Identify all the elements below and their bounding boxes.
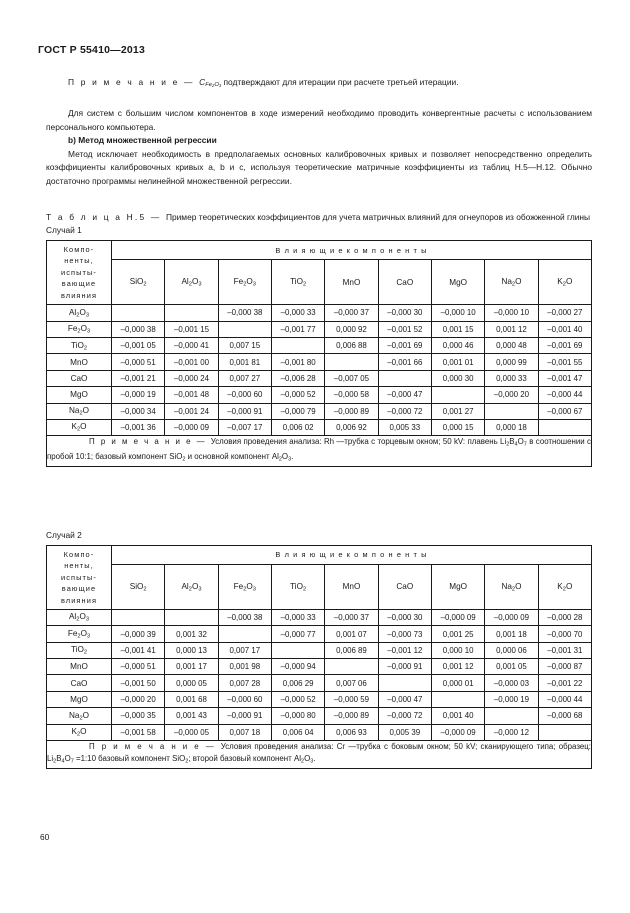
cell	[431, 691, 484, 707]
note-word-label: П р и м е ч а н и е —	[89, 437, 211, 447]
row-header-mno: MnO	[47, 354, 112, 370]
row-header-mgo: MgO	[47, 691, 112, 707]
cell	[538, 419, 591, 435]
cell: –0,000 10	[431, 305, 484, 321]
cell: –0,001 55	[538, 354, 591, 370]
column-header-tio2: TiO$_2$	[271, 564, 324, 609]
cell: 0,001 05	[485, 659, 538, 675]
cell: 0,001 17	[165, 659, 218, 675]
spacer	[46, 93, 592, 107]
cell: 0,000 99	[485, 354, 538, 370]
cell: –0,000 47	[378, 691, 431, 707]
cell: –0,000 19	[112, 387, 165, 403]
cell: 0,000 13	[165, 642, 218, 658]
page-content	[46, 76, 592, 769]
table-row	[47, 387, 592, 403]
cell	[325, 354, 378, 370]
cell: –0,000 33	[271, 609, 324, 625]
subheading-multiple-regression	[46, 134, 592, 148]
cell: –0,000 89	[325, 403, 378, 419]
cell: –0,001 80	[271, 354, 324, 370]
cell: 0,001 40	[431, 708, 484, 724]
cell: –0,000 33	[271, 305, 324, 321]
cell: –0,000 51	[112, 354, 165, 370]
table-row	[47, 626, 592, 642]
cell: 0,000 18	[485, 419, 538, 435]
standard-code-header: ГОСТ Р 55410—2013	[38, 44, 146, 56]
column-header-na2o: $Na_2O$	[485, 260, 538, 305]
table-row	[47, 354, 592, 370]
cell: 0,006 29	[271, 675, 324, 691]
cell: 0,006 88	[325, 338, 378, 354]
cell: 0,001 32	[165, 626, 218, 642]
corner-line-1: ненты,	[64, 256, 94, 266]
column-header-al2o3: $Al_2O_3$	[165, 564, 218, 609]
cell: –0,000 19	[485, 691, 538, 707]
note-text: подтверждают для итерации при расчете третьей итерации.	[221, 77, 459, 87]
row-header-cao: CaO	[47, 675, 112, 691]
cell: –0,001 52	[378, 321, 431, 337]
cell: –0,000 09	[485, 609, 538, 625]
span-header-influencing-components: В л и я ю щ и е к о м п о н е н т ы	[112, 241, 592, 260]
corner-line-4: влияния	[60, 595, 98, 605]
cell: –0,001 15	[165, 321, 218, 337]
row-header-al2o3: $Al_2O_3$	[47, 305, 112, 321]
cell: –0,000 30	[378, 609, 431, 625]
cell: –0,000 30	[378, 305, 431, 321]
cell: –0,000 68	[538, 708, 591, 724]
cell: 0,006 89	[325, 642, 378, 658]
corner-line-3: вающие	[61, 279, 97, 289]
cell	[271, 338, 324, 354]
page-number: 60	[40, 832, 50, 842]
row-header-mgo: MgO	[47, 387, 112, 403]
spacer	[46, 189, 592, 211]
table-header-row-columns	[47, 260, 592, 305]
cell: –0,000 89	[325, 708, 378, 724]
cell: –0,000 38	[112, 321, 165, 337]
cell: –0,001 12	[378, 642, 431, 658]
cell: –0,000 12	[485, 724, 538, 740]
cell: 0,000 15	[431, 419, 484, 435]
cell	[271, 642, 324, 658]
column-header-fe2o3: $Fe_2O_3$	[218, 564, 271, 609]
cell: –0,000 77	[271, 626, 324, 642]
cell: 0,001 27	[431, 403, 484, 419]
cell: –0,001 69	[538, 338, 591, 354]
cell: 0,000 92	[325, 321, 378, 337]
case-label-2: Случай 2	[46, 529, 82, 540]
cell: 0,007 17	[218, 642, 271, 658]
cell: 0,000 48	[485, 338, 538, 354]
cell: 0,005 33	[378, 419, 431, 435]
cell: –0,000 47	[378, 387, 431, 403]
table-row	[47, 370, 592, 386]
row-header-tio2: TiO$_2$	[47, 338, 112, 354]
column-header-mno: MnO	[325, 564, 378, 609]
cell: –0,000 79	[271, 403, 324, 419]
column-header-fe2o3: $Fe_2O_3$	[218, 260, 271, 305]
cell: –0,000 37	[325, 305, 378, 321]
cell	[378, 675, 431, 691]
cell: –0,000 28	[538, 609, 591, 625]
corner-line-4: влияния	[60, 290, 98, 300]
cell: –0,000 44	[538, 691, 591, 707]
cell: 0,001 43	[165, 708, 218, 724]
cell: –0,000 72	[378, 403, 431, 419]
corner-line-2: испыты-	[61, 572, 97, 582]
corner-line-0: Компо-	[63, 549, 95, 559]
cell: –0,000 59	[325, 691, 378, 707]
corner-line-1: ненты,	[64, 561, 94, 571]
row-header-tio2: TiO$_2$	[47, 642, 112, 658]
cell: 0,000 05	[165, 675, 218, 691]
cell	[218, 321, 271, 337]
cell: –0,001 22	[538, 675, 591, 691]
corner-header-cell	[47, 545, 112, 609]
cell: 0,007 27	[218, 370, 271, 386]
cell: 0,001 01	[431, 354, 484, 370]
table-header-row-top	[47, 545, 592, 564]
cell: 0,001 98	[218, 659, 271, 675]
cell: 0,006 93	[325, 724, 378, 740]
table-note-cell-1	[47, 436, 592, 467]
cell: –0,001 50	[112, 675, 165, 691]
cell: 0,001 81	[218, 354, 271, 370]
row-header-fe2o3: $Fe_2O_3$	[47, 321, 112, 337]
cell: –0,000 91	[218, 708, 271, 724]
cell: –0,001 00	[165, 354, 218, 370]
column-header-mgo: MgO	[431, 260, 484, 305]
table-header-row-top	[47, 241, 592, 260]
table-caption-h5	[46, 211, 592, 225]
cell: 0,006 02	[271, 419, 324, 435]
symbol-c-subscript: Fe2O3	[205, 82, 222, 89]
cell: –0,001 77	[271, 321, 324, 337]
column-header-na2o: $Na_2O$	[485, 564, 538, 609]
cell: –0,000 09	[431, 724, 484, 740]
cell: –0,000 37	[325, 609, 378, 625]
paragraph-convergent-calc: Для систем с большим числом компонентов в ходе измерений необходимо проводить конвергентные расчеты с использованием персонального компьютера.	[46, 108, 592, 132]
cell	[538, 724, 591, 740]
cell: 0,001 68	[165, 691, 218, 707]
table-caption-label: Т а б л и ц а Н.5 —	[46, 211, 166, 222]
matrix-table-case-2	[46, 545, 592, 769]
cell: –0,000 20	[112, 691, 165, 707]
table-row	[47, 724, 592, 740]
row-header-na2o: $Na_2O$	[47, 708, 112, 724]
cell: –0,000 38	[218, 609, 271, 625]
table-note-cell-2	[47, 741, 592, 769]
cell: 0,001 18	[485, 626, 538, 642]
cell: 0,001 07	[325, 626, 378, 642]
cell: –0,000 80	[271, 708, 324, 724]
cell: 0,007 06	[325, 675, 378, 691]
cell: –0,000 27	[538, 305, 591, 321]
cell: –0,001 36	[112, 419, 165, 435]
cell: –0,007 17	[218, 419, 271, 435]
column-header-mgo: MgO	[431, 564, 484, 609]
cell: 0,001 12	[485, 321, 538, 337]
table-row	[47, 708, 592, 724]
note-paragraph-c-fe2o3	[46, 76, 592, 93]
cell	[431, 387, 484, 403]
subheading-text: b) Метод множественной регрессии	[68, 135, 217, 146]
matrix-table-case-1	[46, 240, 592, 467]
cell: –0,006 28	[271, 370, 324, 386]
note-label: П р и м е ч а н и е —	[68, 77, 200, 87]
cell: –0,001 69	[378, 338, 431, 354]
table-caption-text: Пример теоретических коэффициентов для учета матричных влияний для огнеупоров из обожженной глины	[165, 211, 591, 222]
case-label-1: Случай 1	[46, 225, 82, 236]
cell: 0,000 33	[485, 370, 538, 386]
cell: –0,000 70	[538, 626, 591, 642]
cell	[165, 305, 218, 321]
cell: –0,001 48	[165, 387, 218, 403]
cell: –0,001 66	[378, 354, 431, 370]
column-header-cao: CaO	[378, 564, 431, 609]
cell: –0,000 60	[218, 387, 271, 403]
cell: 0,007 18	[218, 724, 271, 740]
cell: 0,005 39	[378, 724, 431, 740]
cell: 0,000 46	[431, 338, 484, 354]
cell: –0,000 67	[538, 403, 591, 419]
cell: –0,000 09	[431, 609, 484, 625]
row-header-mno: MnO	[47, 659, 112, 675]
cell: –0,000 34	[112, 403, 165, 419]
cell: 0,001 12	[431, 659, 484, 675]
cell: –0,001 40	[538, 321, 591, 337]
table-row	[47, 642, 592, 658]
table-row	[47, 419, 592, 435]
table-row	[47, 609, 592, 625]
row-header-cao: CaO	[47, 370, 112, 386]
cell: 0,001 15	[431, 321, 484, 337]
cell: 0,007 15	[218, 338, 271, 354]
table-header-row-columns	[47, 564, 592, 609]
column-header-sio2: SiO$_2$	[112, 564, 165, 609]
cell: –0,007 05	[325, 370, 378, 386]
cell: –0,000 24	[165, 370, 218, 386]
column-header-cao: CaO	[378, 260, 431, 305]
table-row	[47, 659, 592, 675]
cell: –0,001 47	[538, 370, 591, 386]
cell: –0,000 72	[378, 708, 431, 724]
cell: –0,001 21	[112, 370, 165, 386]
row-header-al2o3: $Al_2O_3$	[47, 609, 112, 625]
cell: –0,000 39	[112, 626, 165, 642]
cell: –0,000 58	[325, 387, 378, 403]
note-body: Условия проведения анализа: Rh —трубка с торцевым окном; 50 kV: плавень $Li_2B_4O_7$ в соотношении с пробой 10:1; базовый компонент SiO$_2$ и основной компонент $Al_2O_3$.	[47, 437, 591, 463]
cell	[378, 370, 431, 386]
cell: –0,000 52	[271, 387, 324, 403]
cell: –0,001 24	[165, 403, 218, 419]
cell: –0,000 52	[271, 691, 324, 707]
table-row	[47, 338, 592, 354]
cell: –0,000 87	[538, 659, 591, 675]
cell: –0,001 58	[112, 724, 165, 740]
column-header-al2o3: $Al_2O_3$	[165, 260, 218, 305]
cell: 0,006 92	[325, 419, 378, 435]
row-header-k2o: $K_2O$	[47, 419, 112, 435]
cell: –0,000 03	[485, 675, 538, 691]
spacer	[46, 467, 592, 529]
cell: –0,000 60	[218, 691, 271, 707]
span-header-influencing-components: В л и я ю щ и е к о м п о н е н т ы	[112, 545, 592, 564]
cell: –0,000 94	[271, 659, 324, 675]
cell	[485, 403, 538, 419]
cell: –0,000 35	[112, 708, 165, 724]
cell: 0,006 04	[271, 724, 324, 740]
note-prefix	[47, 742, 221, 751]
cell: 0,000 30	[431, 370, 484, 386]
row-header-k2o: $K_2O$	[47, 724, 112, 740]
symbol-c: C	[199, 77, 206, 87]
cell: –0,000 09	[165, 419, 218, 435]
cell: –0,001 05	[112, 338, 165, 354]
cell: 0,007 28	[218, 675, 271, 691]
cell	[165, 609, 218, 625]
cell	[325, 659, 378, 675]
cell: 0,001 25	[431, 626, 484, 642]
table-row	[47, 321, 592, 337]
cell: –0,000 38	[218, 305, 271, 321]
column-header-sio2: SiO$_2$	[112, 260, 165, 305]
corner-line-3: вающие	[61, 584, 97, 594]
corner-line-2: испыты-	[61, 267, 97, 277]
table-row	[47, 675, 592, 691]
cell: –0,000 05	[165, 724, 218, 740]
corner-header-cell	[47, 241, 112, 305]
note-body: Условия проведения анализа: Cr —трубка с боковым окном; 50 kV; сканирующего типа; образец: $Li_2B_4O_7$ =1:10 базовый компонент SiO$_2$; второй базовый компонент $Al_2O_3$.	[47, 742, 591, 765]
cell: 0,000 06	[485, 642, 538, 658]
cell: 0,000 01	[431, 675, 484, 691]
cell: –0,000 51	[112, 659, 165, 675]
row-header-na2o: $Na_2O$	[47, 403, 112, 419]
table-note-row	[47, 436, 592, 467]
note-word-label: П р и м е ч а н и е —	[89, 742, 221, 752]
paragraph-method-description: Метод исключает необходимость в предполагаемых основных калибровочных кривых и позволяет непосредственно определить коэффициенты калибровочных кривых a, b и c, используя теоретические матричные коэффициенты из таблиц Н.5—Н.12. Обычно достаточно программы нелинейной множественной регрессии.	[46, 148, 592, 187]
table-row	[47, 403, 592, 419]
cell	[112, 305, 165, 321]
row-header-fe2o3: $Fe_2O_3$	[47, 626, 112, 642]
column-header-mno: MnO	[325, 260, 378, 305]
cell: –0,000 91	[378, 659, 431, 675]
column-header-k2o: $K_2O$	[538, 564, 591, 609]
table-row	[47, 305, 592, 321]
cell: –0,000 44	[538, 387, 591, 403]
cell: 0,000 10	[431, 642, 484, 658]
table-note-row	[47, 741, 592, 769]
cell: –0,000 10	[485, 305, 538, 321]
note-prefix	[47, 437, 211, 446]
cell	[218, 626, 271, 642]
table-row	[47, 691, 592, 707]
cell	[485, 708, 538, 724]
cell: –0,000 20	[485, 387, 538, 403]
cell: –0,000 73	[378, 626, 431, 642]
corner-line-0: Компо-	[63, 244, 95, 254]
column-header-k2o: $K_2O$	[538, 260, 591, 305]
column-header-tio2: TiO$_2$	[271, 260, 324, 305]
cell: –0,001 41	[112, 642, 165, 658]
cell: –0,001 31	[538, 642, 591, 658]
cell: –0,000 91	[218, 403, 271, 419]
cell	[112, 609, 165, 625]
cell: –0,000 41	[165, 338, 218, 354]
